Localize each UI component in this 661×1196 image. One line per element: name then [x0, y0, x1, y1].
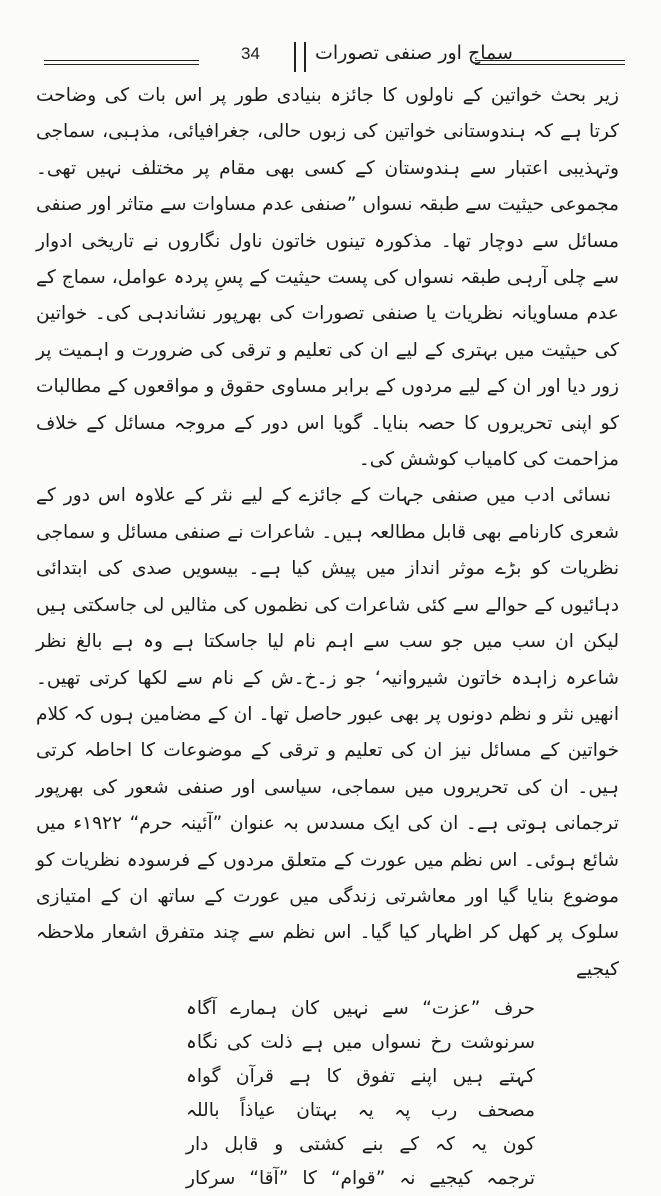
poem-verses: [36, 992, 625, 1196]
page-number: 34: [241, 44, 260, 63]
verse-line: کہتے ہیں اپنے تفوق کا ہے قرآن گواہ: [186, 1066, 535, 1088]
verse-line: کون یہ کہ کے بنے کشتی و قابل دار: [186, 1134, 535, 1156]
header-rule-left: [44, 60, 199, 65]
text-line: بھرپور نشاندہی کی۔ خواتین کی حیثیت میں بہتری کے لیے ان کی تعلیم و ترقی کی ضرورت و اہمیت پر: [36, 303, 619, 361]
verse-line: ترجمہ کیجیے نہ ”قوام“ کا ”آقا“ سرکار: [186, 1168, 535, 1190]
text-line: نسواں کی پست حیثیت کے پسِ پردہ عوامل، سماج کے عدم مساویانہ نظریات یا صنفی تصورات کی: [36, 267, 620, 325]
text-line: فرسودہ نظریات کو موضوع بنایا گیا اور معاشرتی زندگی میں عورت کے ساتھ ان کے امتیازی سلوک: [36, 849, 619, 944]
text-line: حصہ بنایا۔ گویا اس دور کے مروجہ مسائل کے خلاف مزاحمت کی کامیاب کوشش کی۔: [36, 412, 619, 471]
running-title: سماج اور صنفی تصورات: [315, 42, 513, 64]
header-rule-right: [475, 60, 625, 65]
text-line: زور دیا اور ان کے لیے مردوں کے برابر مساوی حقوق و مواقعوں کے مطالبات کو اپنی تحریروں کا: [36, 376, 619, 434]
running-header: [36, 38, 625, 78]
verse-line: حرف ”عزت“ سے نہیں کان ہمارے آگاہ: [186, 998, 535, 1020]
paragraph-1: [36, 78, 619, 478]
text-line: پیش کیا ہے۔ بیسویں صدی کی ابتدائی دہائیوں کے حوالے سے کئی شاعرات کی نظموں کی مثالیں: [36, 558, 619, 616]
text-line: نسائی ادب میں صنفی جہات کے جائزے کے لیے نثر کے علاوہ اس دور کے شعری: [36, 485, 619, 543]
header-double-bar: [294, 42, 306, 72]
text-line: لی جاسکتی ہیں لیکن ان سب میں جو سب سے اہم نام لیا جاسکتا ہے وہ ہے بالغ نظر شاعرہ زاہدہ: [36, 594, 619, 689]
text-line: ہندوستانی خواتین کی زبوں حالی، جغرافیائی، مذہبی، سماجی وتہذیبی اعتبار سے ہندوستان کے کسی: [36, 121, 619, 179]
text-line: پر کھل کر اظہار کیا گیا۔ اس نظم سے چند متفرق اشعار ملاحظہ کیجیے: [36, 922, 619, 980]
verse-line: سرنوشت رخ نسواں میں ہے ذلت کی نگاہ: [186, 1032, 535, 1054]
text-line: کرتی ہیں۔ ان کی تحریروں میں سماجی، سیاسی اور صنفی شعور کی بھرپور ترجمانی ہوتی ہے۔ ان کی ایک: [36, 740, 619, 835]
verse-line: مصحف رب پہ یہ بہتان عیاذاً باللہ: [186, 1100, 535, 1122]
text-line: مسائل سے دوچار تھا۔ مذکورہ تینوں خاتون ناول نگاروں نے تاریخی ادوار سے چلی آرہی طبقہ: [36, 230, 619, 289]
text-line: خاتون شیروانیہ‘ جو ز۔خ۔ش کے نام سے لکھا کرتی تھیں۔ انھیں نثر و نظم دونوں پر بھی عبور حاصل: [36, 667, 620, 725]
text-line: بھی مقام پر مختلف نہیں تھی۔ مجموعی حیثیت سے طبقہ نسواں ”صنفی عدم مساوات سے متاثر اور صنفی: [36, 157, 619, 216]
text-line: مسدس بہ عنوان ”آئینہ حرم“ ۱۹۲۲ء میں شائع ہوئی۔ اس نظم میں عورت کے متعلق مردوں کے: [36, 813, 619, 871]
text-line: تھا۔ ان کے مضامین ہوں کہ کلام خواتین کے مسائل نیز ان کی تعلیم و ترقی کے موضوعات کا احاطہ: [36, 703, 619, 762]
paragraph-2: [36, 478, 619, 988]
text-line: کارنامے بھی قابل مطالعہ ہیں۔ شاعرات نے صنفی مسائل و سماجی نظریات کو بڑے موثر انداز میں: [36, 521, 619, 580]
body-text: [36, 78, 625, 988]
text-line: زیر بحث خواتین کے ناولوں کا جائزہ بنیادی طور پر اس بات کی وضاحت کرتا ہے کہ: [36, 85, 619, 143]
